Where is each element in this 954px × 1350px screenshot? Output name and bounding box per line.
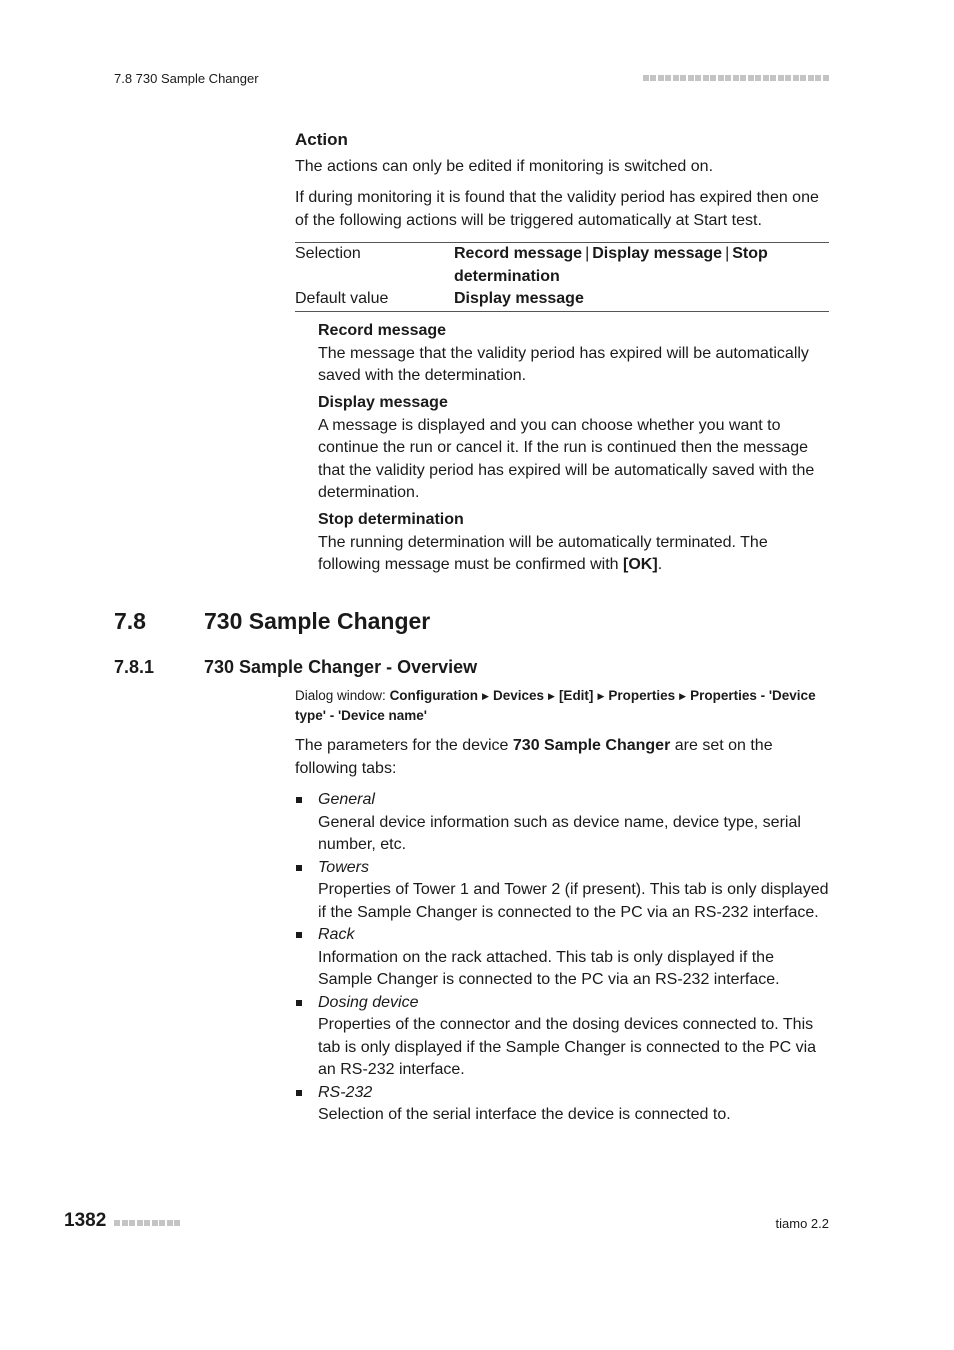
option-separator: |: [725, 245, 730, 262]
option-stop-determination: Stop determination: [454, 245, 768, 285]
triangle-right-icon: ▶: [679, 691, 687, 701]
option-record-message: Record message: [454, 245, 583, 262]
bullet-icon: [296, 1090, 302, 1096]
path-properties-device: Properties - 'Device type' - 'Device name': [295, 688, 816, 723]
selection-label: Selection: [295, 245, 361, 262]
tab-name: Rack: [318, 926, 355, 943]
dialog-window-path: [295, 686, 829, 725]
triangle-right-icon: ▶: [548, 691, 555, 701]
parameter-table: [295, 242, 829, 312]
path-properties: Properties: [608, 688, 676, 703]
page-number: 1382: [64, 1210, 107, 1231]
bullet-icon: [296, 1000, 302, 1006]
bullet-icon: [296, 932, 302, 938]
definition-description: The message that the validity period has expired will be automatically saved with the determination.: [318, 344, 809, 384]
tabs-list: [295, 789, 829, 1127]
running-header-section: 7.8 730 Sample Changer: [114, 71, 259, 86]
tab-description: General device information such as device name, device type, serial number, etc.: [318, 813, 801, 853]
dialog-label: Dialog window:: [295, 688, 386, 703]
action-paragraph-2: If during monitoring it is found that the validity period has expired then one of the following actions will be triggered automatically at Start test.: [295, 189, 819, 229]
tab-description: Selection of the serial interface the device is connected to.: [318, 1106, 731, 1123]
description-end: .: [657, 556, 663, 573]
path-edit: [Edit]: [558, 688, 594, 703]
triangle-right-icon: ▶: [482, 691, 489, 701]
ok-reference: [OK]: [623, 556, 658, 573]
tab-name: Towers: [318, 858, 369, 876]
intro-text: The parameters for the device: [295, 737, 513, 754]
option-separator: |: [585, 245, 590, 262]
tab-name: General: [318, 791, 375, 808]
selection-values: [454, 243, 829, 288]
option-display-message: Display message: [592, 245, 723, 262]
product-name: tiamo 2.2: [775, 1216, 829, 1231]
definition-stop-determination: [318, 509, 829, 577]
path-configuration: Configuration: [389, 688, 479, 703]
selection-row: [295, 243, 829, 288]
intro-text-end: are set on the following tabs:: [295, 737, 773, 777]
intro-paragraph: [295, 735, 829, 780]
tab-description: Information on the rack attached. This tab is only displayed if the Sample Changer is connected to the PC via an RS-232 interface.: [318, 948, 780, 988]
definition-display-message: [318, 392, 829, 505]
section-heading-7-8: [114, 608, 430, 635]
tab-name: RS-232: [318, 1083, 373, 1101]
bullet-icon: [296, 797, 302, 803]
footer-decoration-dots: [114, 1220, 182, 1226]
list-item: [295, 1082, 829, 1127]
list-item: [295, 924, 829, 992]
section-title: 730 Sample Changer: [204, 608, 431, 634]
definition-term: Record message: [318, 322, 447, 339]
tab-name: Dosing device: [318, 993, 419, 1011]
section-heading-7-8-1: [114, 657, 477, 678]
default-value: Display message: [454, 290, 584, 307]
subsection-number: 7.8.1: [114, 657, 155, 677]
definition-term: Display message: [318, 394, 448, 411]
path-devices: Devices: [492, 688, 545, 703]
definition-description: A message is displayed and you can choose whether you want to continue the run or cancel it. If the run is continued then the message that the validity period has expired will be automatically saved with the determination.: [318, 416, 815, 501]
tab-description: Properties of the connector and the dosing devices connected to. This tab is only displayed if the Sample Changer is connected to the PC via an RS-232 interface.: [318, 1016, 817, 1078]
header-decoration-dots: [643, 75, 831, 81]
list-item: [295, 789, 829, 857]
section-number: 7.8: [114, 608, 146, 634]
definition-record-message: [318, 320, 829, 388]
definition-term: Stop determination: [318, 511, 464, 528]
list-item: [295, 992, 829, 1082]
tab-description: Properties of Tower 1 and Tower 2 (if present). This tab is only displayed if the Sample Changer is connected to the PC via an RS-232 interface.: [318, 881, 829, 921]
triangle-right-icon: ▶: [597, 691, 605, 701]
action-heading: Action: [295, 130, 348, 149]
bullet-icon: [296, 865, 302, 871]
device-name: 730 Sample Changer: [512, 737, 671, 754]
subsection-title: 730 Sample Changer - Overview: [204, 657, 478, 677]
default-row: [295, 288, 829, 311]
action-paragraph-1: The actions can only be edited if monitoring is switched on.: [295, 158, 714, 175]
list-item: [295, 857, 829, 925]
default-label: Default value: [295, 290, 389, 307]
description-text: The running determination will be automatically terminated. The following message must be confirmed with: [318, 533, 768, 573]
definition-description: [318, 532, 829, 577]
